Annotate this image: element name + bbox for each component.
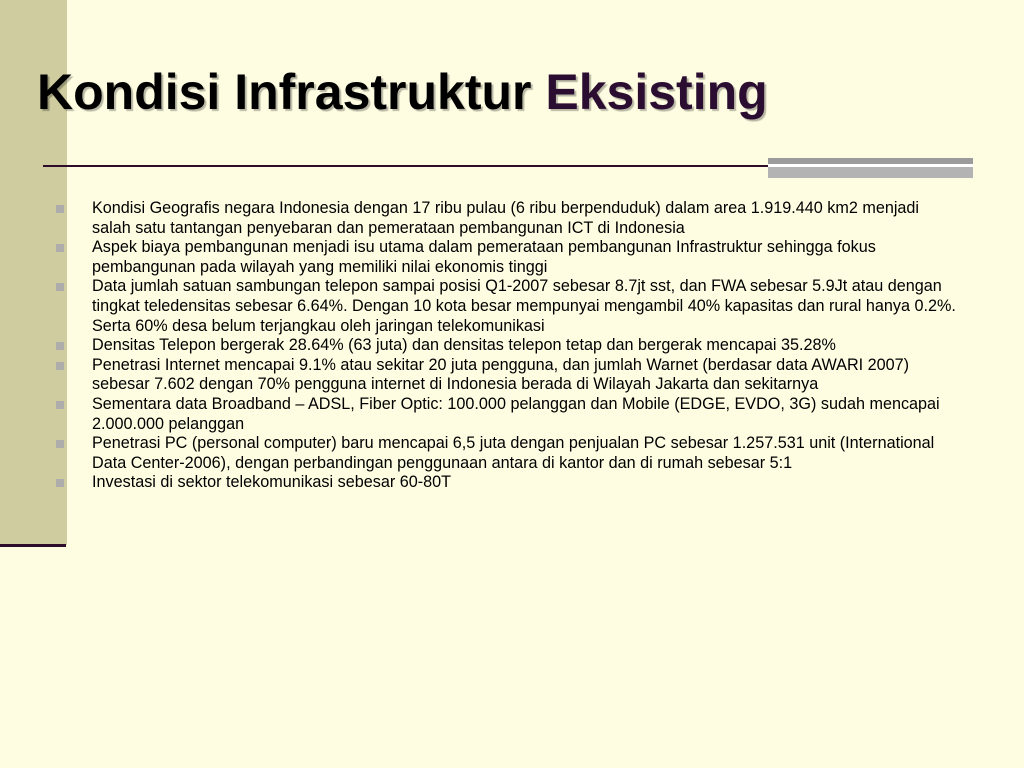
bullet-item [56,434,961,473]
bullet-item [56,395,961,434]
bullet-text: Densitas Telepon bergerak 28.64% (63 juta) dan densitas telepon tetap dan bergerak mencapai 35.28% [92,336,836,355]
bullet-item [56,199,961,238]
square-bullet-icon [56,401,64,409]
square-bullet-icon [56,283,64,291]
square-bullet-icon [56,479,64,487]
square-bullet-icon [56,205,64,213]
square-bullet-icon [56,244,64,252]
bullet-item [56,336,961,356]
bullet-item [56,356,961,395]
bullet-item [56,238,961,277]
bullet-text: Kondisi Geografis negara Indonesia dengan 17 ribu pulau (6 ribu berpenduduk) dalam area 1.919.440 km2 menjadi salah satu tantangan penyebaran dan pemerataan pembangunan ICT di Indonesia [92,199,920,237]
slide-title-accent: Eksisting [545,64,768,120]
bullet-text: Investasi di sektor telekomunikasi sebesar 60-80T [92,473,451,492]
bullet-item [56,277,961,336]
title-underline [43,165,768,167]
square-bullet-icon [56,362,64,370]
slide-title-main: Kondisi Infrastruktur [37,64,546,120]
decorative-left-rule [0,544,66,547]
bullet-text: Penetrasi Internet mencapai 9.1% atau sekitar 20 juta pengguna, dan jumlah Warnet (berdasar data AWARI 2007) sebesar 7.602 dengan 70% pengguna internet di Indonesia berada di Wilayah Jakarta dan sekitarnya [92,355,910,394]
title-underline-accent-block [768,158,973,178]
square-bullet-icon [56,440,64,448]
square-bullet-icon [56,342,64,350]
bullet-text: Aspek biaya pembangunan menjadi isu utama dalam pemerataan pembangunan Infrastruktur sehingga fokus pembangunan pada wilayah yang memiliki nilai ekonomis tinggi [92,238,876,276]
slide-title [37,64,768,122]
bullet-item [56,473,961,493]
bullet-text: Penetrasi PC (personal computer) baru mencapai 6,5 juta dengan penjualan PC sebesar 1.257.531 unit (International Data Center-2006), dengan perbandingan penggunaan antara di kantor dan di rumah sebesar 5:1 [92,434,935,472]
bullet-text: Sementara data Broadband – ADSL, Fiber Optic: 100.000 pelanggan dan Mobile (EDGE, EVDO, 3G) sudah mencapai 2.000.000 pelanggan [92,394,940,433]
bullet-text: Data jumlah satuan sambungan telepon sampai posisi Q1-2007 sebesar 8.7jt sst, dan FWA sebesar 5.9Jt atau dengan tingkat teledensitas sebesar 6.64%. Dengan 10 kota besar mempunyai mengambil 40% kapasitas dan rural hanya 0.2%. Serta 60% desa belum terjangkau oleh jaringan telekomunikasi [92,277,956,335]
bullet-list [56,199,961,493]
